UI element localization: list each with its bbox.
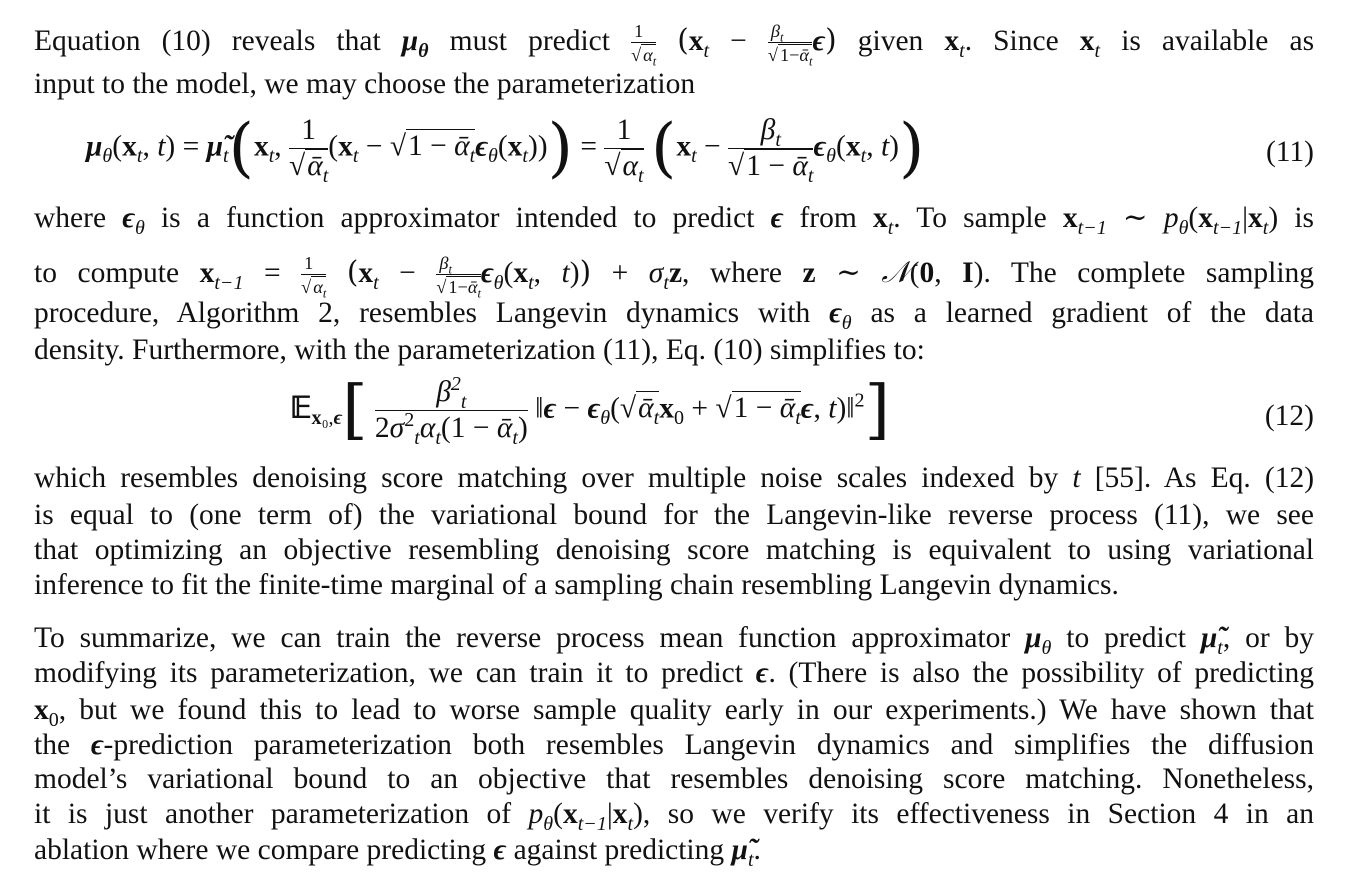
text-line: density. Furthermore, with the parameterization (11), Eq. (10) simplifies to:	[34, 334, 925, 366]
text-line: modifying its parameterization, we can train it to predict ϵ. (There is also the possibility of predicting	[34, 657, 1315, 689]
text-line: is equal to (one term of) the variational bound for the Langevin-like reverse process (11), we see	[34, 499, 1314, 531]
text-line: input to the model, we may choose the parameterization	[34, 68, 696, 100]
text-line: which resembles denoising score matching over multiple noise scales indexed by t [55]. As Eq. (12)	[34, 462, 1315, 494]
text-line: ablation where we compare predicting ϵ against predicting $\mũ_t$.	[34, 834, 761, 871]
equation-number: (12)	[1264, 400, 1314, 432]
text-line: Equation (10) reveals that $\mu_\theta$ must predict $\frac{1}{√ \alpha_t}$ ($x_t$ − $\frac{\beta_t}{√ 1-ᾱ_t}$ ϵ) given $x_t$. Since $x_t$ is available as	[34, 21, 1315, 69]
text-line: To summarize, we can train the reverse process mean function approximator $\mu_\theta$ to predict $\mũ_t$, or by	[34, 622, 1315, 659]
text-line: model’s variational bound to an objective that resembles denoising score matching. Nonetheless,	[34, 763, 1314, 795]
text-line: where $\epsilon_\theta$ is a function approximator intended to predict ϵ from $x_t$. To sample $x_{t-1}$ ∼ $p_\theta(x_{t-1}|x_t)$ is	[34, 202, 1315, 239]
inline-fraction: $\frac{\beta_t}{√ 1-ᾱ_t}$	[767, 21, 813, 69]
equation-12: 𝔼$_{x_0,\epsilon}$[ $\frac{\beta^2_t}{2\sigma^2_t\alpha_t(1 - ᾱ_t)}$ ‖ϵ − $\epsilon_\theta(√ᾱ_tx_0 + √1$ − ᾱ$_t$ϵ, t)‖$^2$]	[290, 372, 890, 449]
equation-11: $\mu_\theta(x_t$, $t) = \mũ_t(x_t$, $\frac{1}{√ᾱ_t}$ ($x_t - √1$ − $ᾱ_t\epsilon_\theta(x_t)$)) = $\frac{1}{√\alpha_t}$ ($x_t$ − $\frac{\beta_t}{√1 - ᾱ_t}$ $\epsilon_\theta(x_t$, t))	[86, 110, 925, 187]
text-line: the ϵ-prediction parameterization both resembles Langevin dynamics and simplifies the diffusion	[34, 729, 1314, 761]
inline-fraction: $\frac{1}{√ \alpha_t}$	[631, 21, 657, 69]
math-symbol: $\mu_\theta$	[401, 25, 429, 62]
text-line: $x_0$, but we found this to lead to worse sample quality early in our experiments.) We have shown that	[34, 694, 1314, 731]
text-line: procedure, Algorithm 2, resembles Langevin dynamics with $\epsilon_\theta$ as a learned gradient of the data	[34, 297, 1315, 334]
text-line: to compute $x_{t-1}$ = $\frac{1}{√ \alpha_t}$ ($x_t$ − $\frac{\beta_t}{√ 1-ᾱ_t}$ $\epsilon_\theta(x_t$, $t)) + \sigma_tz$, where z ∼ 𝒩(0, I). The complete sampling	[34, 253, 1315, 301]
text-line: it is just another parameterization of $p_\theta(x_{t-1}|x_t)$, so we verify its effectiveness in Section 4 in an	[34, 798, 1314, 835]
text-line: inference to fit the finite-time marginal of a sampling chain resembling Langevin dynamics.	[34, 569, 1119, 601]
equation-number: (11)	[1265, 136, 1314, 168]
text-line: that optimizing an objective resembling denoising score matching is equivalent to using variational	[34, 534, 1314, 566]
